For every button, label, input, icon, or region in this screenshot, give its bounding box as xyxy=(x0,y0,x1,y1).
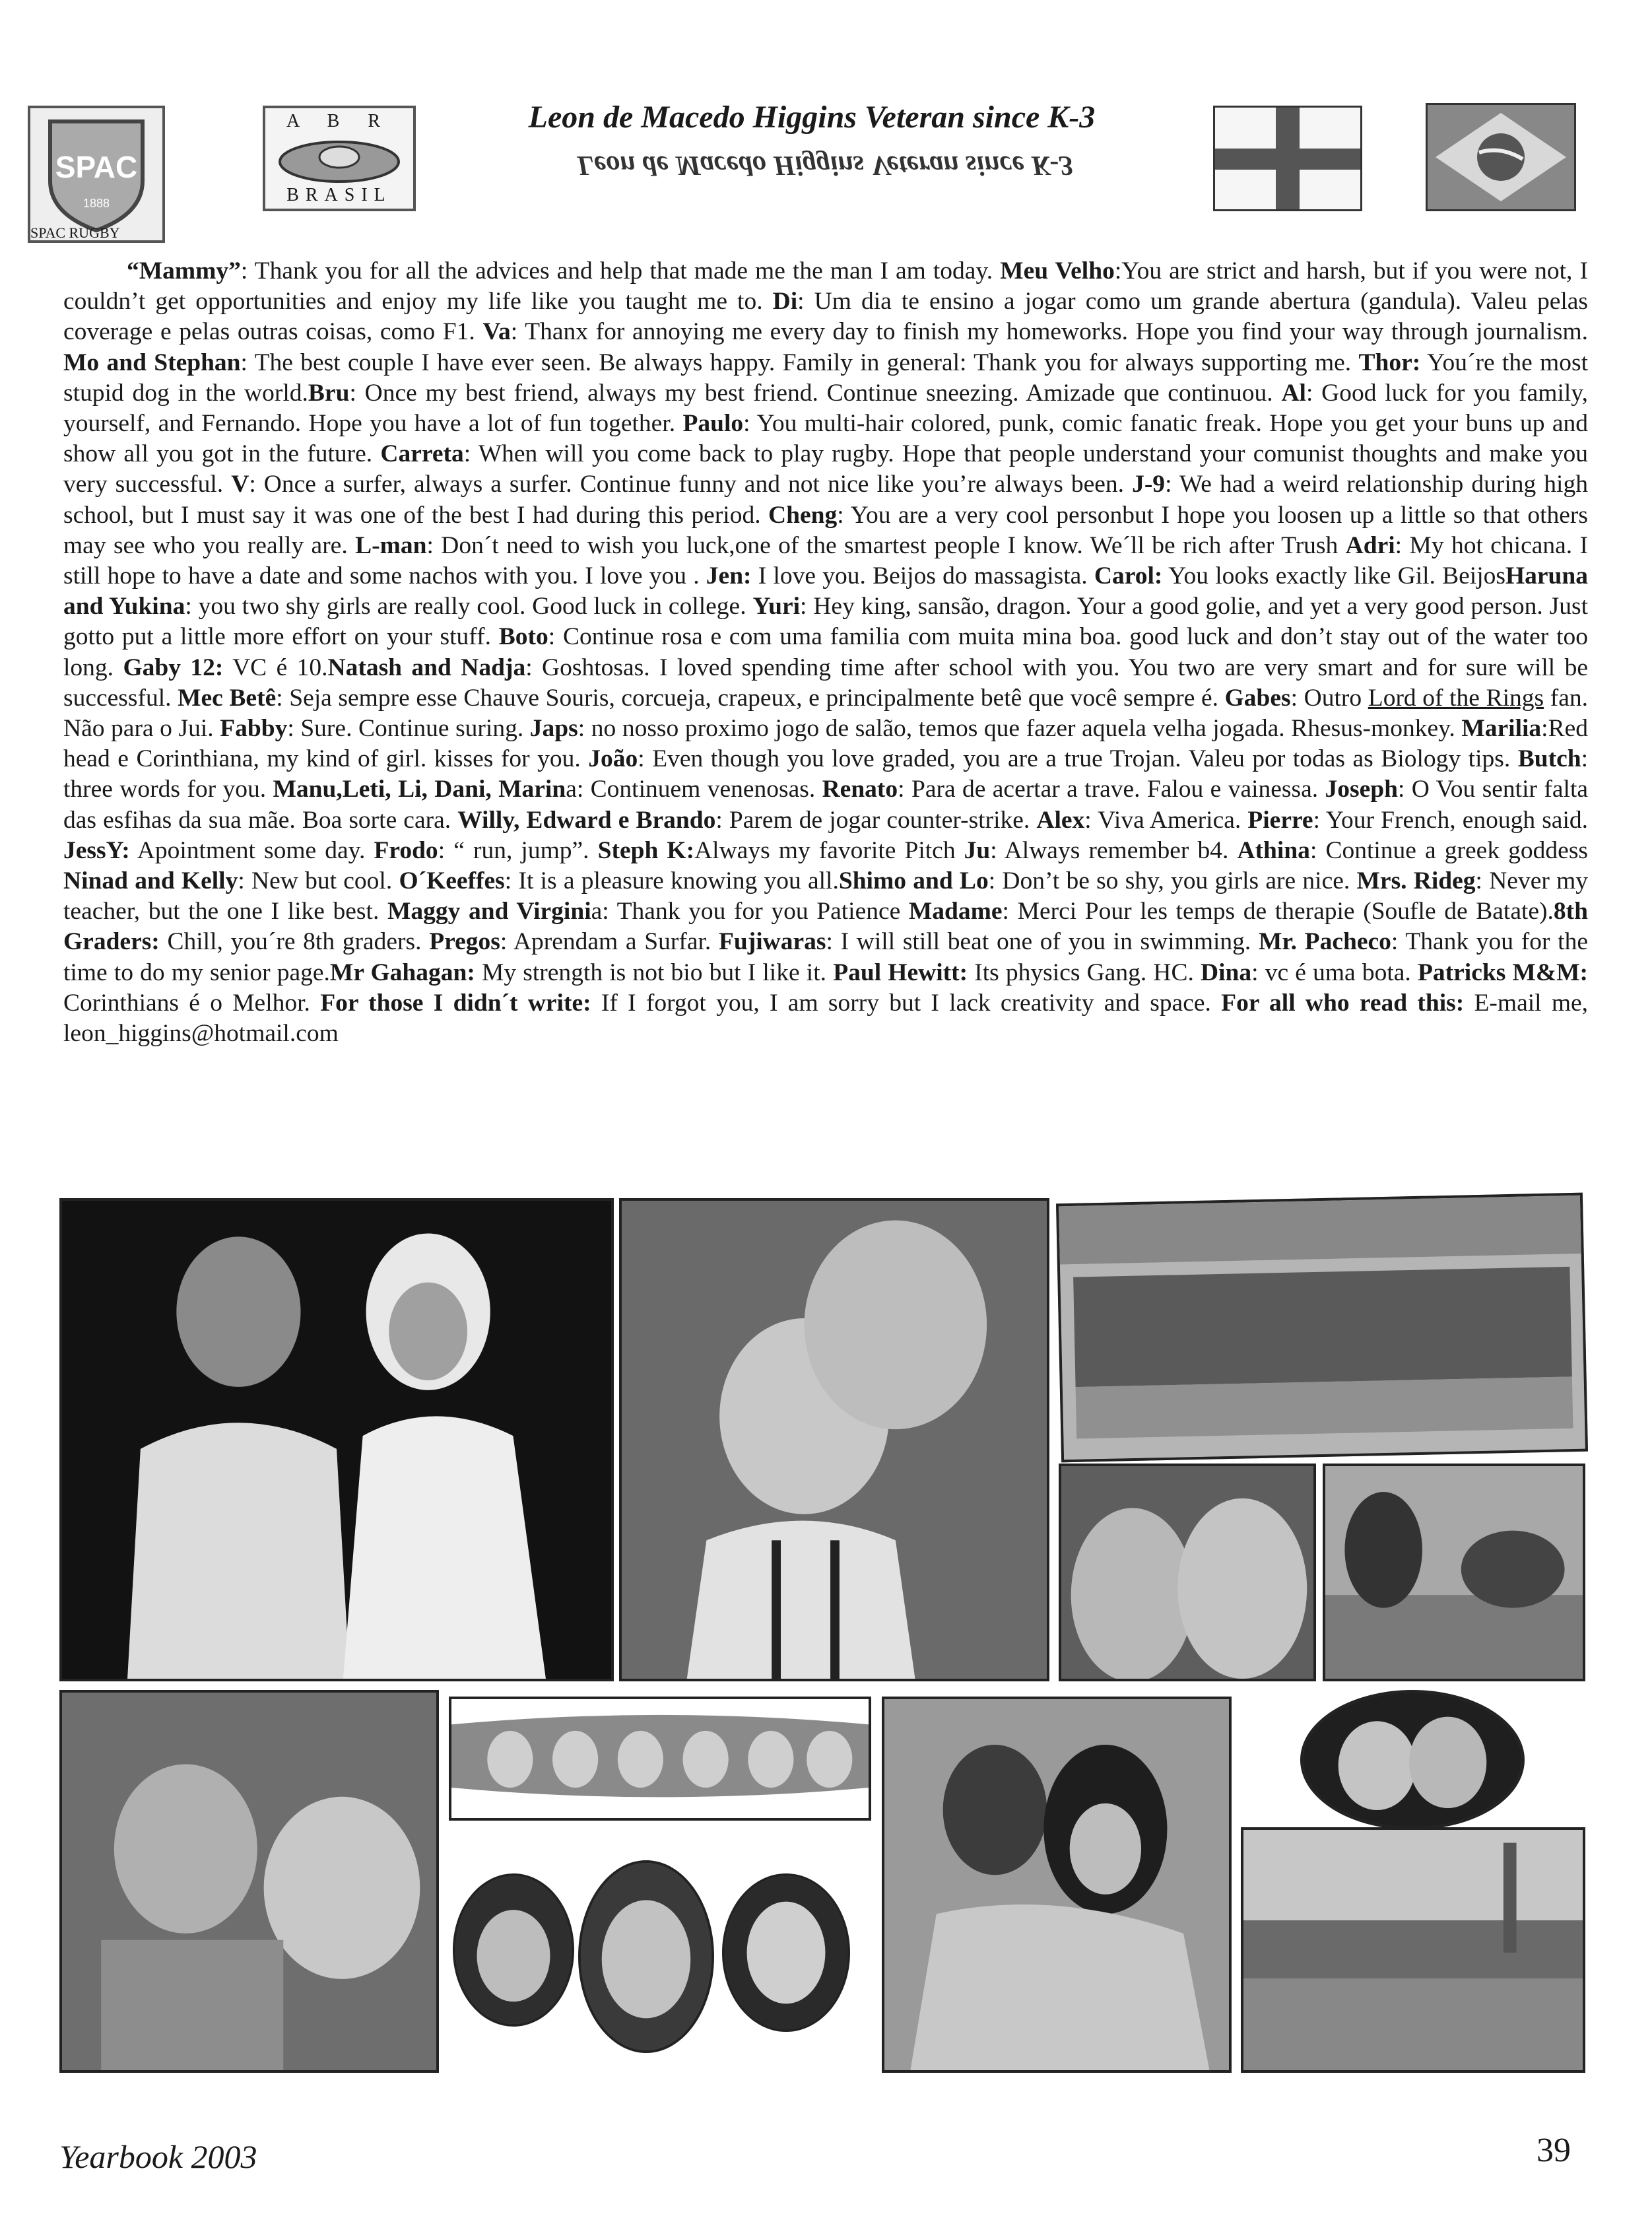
class-group-photo xyxy=(1056,1193,1588,1463)
senior-message-text: “Mammy”: Thank you for all the advices and help that made me the man I am today. Meu Velho:You are strict and harsh, but if you were not, I couldn’t get opportunities and enjoy my life like you taught me to. Di: Um dia te ensino a jogar como um grande abertura (gandula). Valeu pelas coverage e pelas outras coisas, como F1. Va: Thanx for annoying me every day to finish my homeworks. Hope you find your way through journalism. Mo and Stephan: The best couple I have ever seen. Be always happy. Family in general: Thank you for always supporting me. Thor: You´re the most stupid dog in the world.Bru: Once my best friend, always my best friend. Continue sneezing. Amizade que continuou. Al: Good luck for you family, yourself, and Fernando. Hope you have a lot of fun together. Paulo: You multi-hair colored, punk, comic fanatic freak. Hope you get your buns up and show all you got in the future. Carreta: When will you come back to play rugby. Hope that people understand your comunist thoughts and make you very successful. V: Once a surfer, always a surfer. Continue funny and not nice like you’re always been. J-9: We had a weird relationship during high school, but I must say it was one of the best I had during this period. Cheng: You are a very cool personbut I hope you loosen up a little so that others may see who you really are. L-man: Don´t need to wish you luck,one of the smartest people I know. We´ll be rich after Trush Adri: My hot chicana. I still hope to have a date and some nachos with you. I love you . Jen: I love you. Beijos do massagista. Carol: You looks exactly like Gil. BeijosHaruna and Yukina: you two shy girls are really cool. Good luck in college. Yuri: Hey king, sansão, dragon. Your a good golie, and yet a very good person. Just gotto put a little more effort on your stuff. Boto: Continue rosa e com uma familia com muita mina boa. good luck and don’t stay out of the water too long. Gaby 12: VC é 10.Natash and Nadja: Goshtosas. I loved spending time after school with you. You two are very smart and for sure will be successful. Mec Betê: Seja sempre esse Chauve Souris, corcueja, crapeux, e principalmente betê que você sempre é. Gabes: Outro Lord of the Rings fan. Não para o Jui. Fabby: Sure. Continue suring. Japs: no nosso proximo jogo de salão, temos que fazer aquela velha jogada. Rhesus-monkey. Marilia:Red head e Corinthiana, my kind of girl. kisses for you. João: Even though you love graded, you are a true Trojan. Valeu por todas as Biology tips. Butch: three words for you. Manu,Leti, Li, Dani, Marina: Continuem venenosas. Renato: Para de acertar a trave. Falou e vainessa. Joseph: O Vou sentir falta das esfihas da sua mãe. Boa sorte cara. Willy, Edward e Brando: Parem de jogar counter-strike. Alex: Viva America. Pierre: Your French, enough said. JessY: Apointment some day. Frodo: “ run, jump”. Steph K:Always my favorite Pitch Ju: Always remember b4. Athina: Continue a greek goddess Ninad and Kelly: New but cool. O´Keeffes: It is a pleasure knowing you all.Shimo and Lo: Don’t be so shy, you girls are nice. Mrs. Rideg: Never my teacher, but the one I like best. Maggy and Virginia: Thank you for you Patience Madame: Merci Pour les temps de therapie (Soufle de Batate).8th Graders: Chill, you´re 8th graders. Pregos: Aprendam a Surfar. Fujiwaras: I will still beat one of you in swimming. Mr. Pacheco: Thank you for the time to do my senior page.Mr Gahagan: My strength is not bio but I like it. Paul Hewitt: Its physics Gang. HC. Dina: vc é uma bota. Patricks M&M: Corinthians é o Melhor. For those I didn´t write: If I forgot you, I am sorry but I lack creativity and space. For all who read this: E-mail me, leon_higgins@hotmail.com xyxy=(63,257,1589,1048)
abr-brasil-logo xyxy=(263,106,416,211)
guitar-photo xyxy=(1323,1464,1585,1681)
two-friends-closeup-photo xyxy=(1059,1464,1316,1681)
spac-shield-icon xyxy=(30,108,162,240)
abr-logo-top: A B R xyxy=(286,111,393,131)
childhood-girls-photo xyxy=(59,1690,439,2073)
page-title: Leon de Macedo Higgins Veteran since K-3 xyxy=(528,100,1096,135)
abr-logo-bottom: BRASIL xyxy=(286,185,392,205)
flag-brazil-icon xyxy=(1426,103,1576,211)
kindergarten-group-photo xyxy=(1241,1827,1585,2073)
couple-portrait-oval xyxy=(1300,1690,1525,1830)
couple-beach-photo xyxy=(882,1697,1232,2073)
boy-portrait-oval xyxy=(453,1873,574,2027)
little-girl-portrait-oval xyxy=(578,1860,714,2053)
spac-rugby-logo xyxy=(28,106,165,243)
spac-logo-year: 1888 xyxy=(83,197,110,210)
page-title-reflection: Leon de Macedo Higgins Veteran since K-3 xyxy=(577,150,1073,180)
wedding-photo xyxy=(59,1198,614,1681)
girl-portrait-oval xyxy=(722,1873,850,2032)
spac-logo-text: SPAC xyxy=(55,150,138,184)
abr-emblem-icon xyxy=(265,132,413,191)
flag-england-icon xyxy=(1213,106,1362,211)
footer-yearbook-label: Yearbook 2003 xyxy=(59,2138,257,2175)
childhood-boys-photo xyxy=(619,1198,1049,1681)
page-number: 39 xyxy=(1536,2132,1571,2169)
spac-logo-caption: SPAC RUGBY xyxy=(30,224,120,241)
girls-strip-photo xyxy=(449,1697,871,1821)
